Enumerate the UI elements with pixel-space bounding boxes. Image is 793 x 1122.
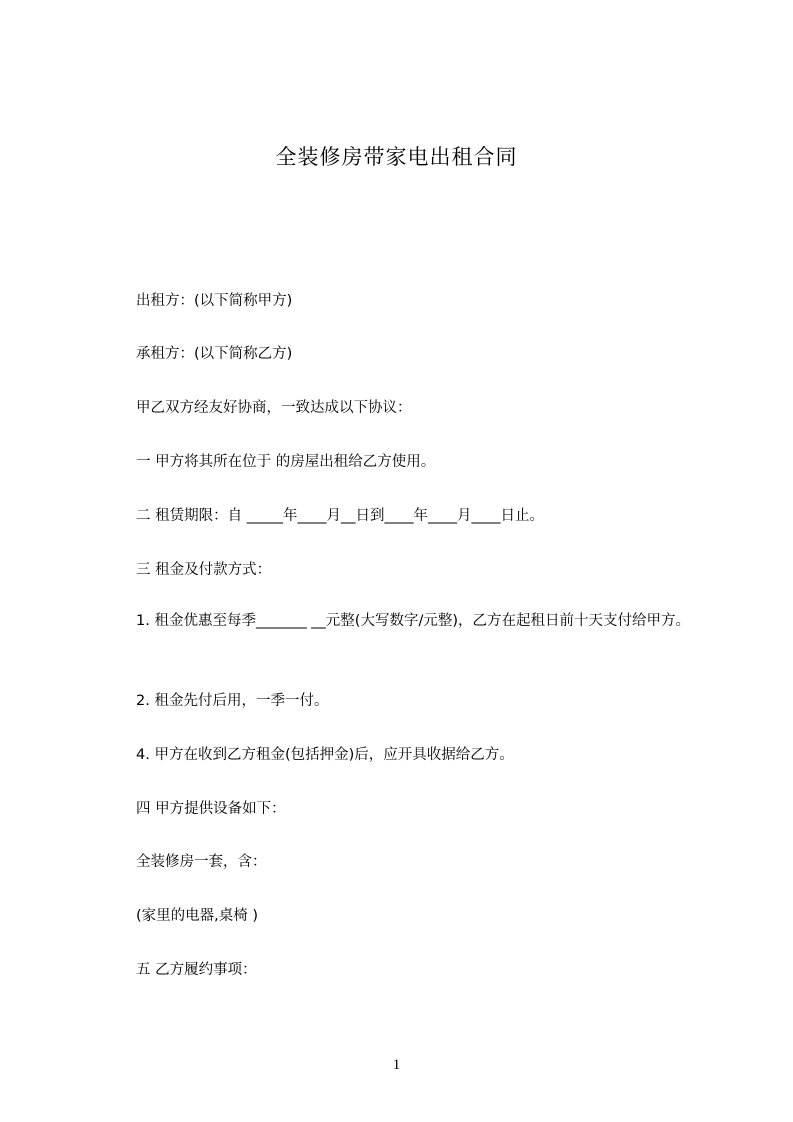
equipment-detail: (家里的电器,桌椅 )	[136, 908, 259, 924]
clause-five-heading: 五 乙方履约事项：	[136, 962, 257, 978]
clause-four-heading: 四 甲方提供设备如下：	[136, 801, 286, 817]
lessor-line: 出租方：(以下简称甲方)	[136, 293, 293, 309]
document-title: 全装修房带家电出租合同	[275, 145, 518, 169]
page-number: 1	[392, 1057, 401, 1073]
clause-three-item-2: 2. 租金先付后用，一季一付。	[136, 693, 329, 709]
clause-three-heading: 三 租金及付款方式：	[136, 562, 272, 578]
clause-one: 一 甲方将其所在位于 的房屋出租给乙方使用。	[136, 454, 436, 470]
lessee-line: 承租方：(以下简称乙方)	[136, 346, 293, 362]
clause-three-item-1: 1. 租金优惠至每季_______ __元整(大写数字/元整)，乙方在起租日前十天支付给甲方。	[136, 613, 690, 629]
equipment-line: 全装修房一套，含：	[136, 854, 267, 870]
clause-three-item-4: 4. 甲方在收到乙方租金(包括押金)后，应开具收据给乙方。	[136, 747, 514, 763]
agreement-intro: 甲乙双方经友好协商，一致达成以下协议：	[136, 400, 412, 416]
clause-two-lease-term: 二 租赁期限：自 _____年____月__日到____年____月____日止。	[136, 508, 544, 524]
